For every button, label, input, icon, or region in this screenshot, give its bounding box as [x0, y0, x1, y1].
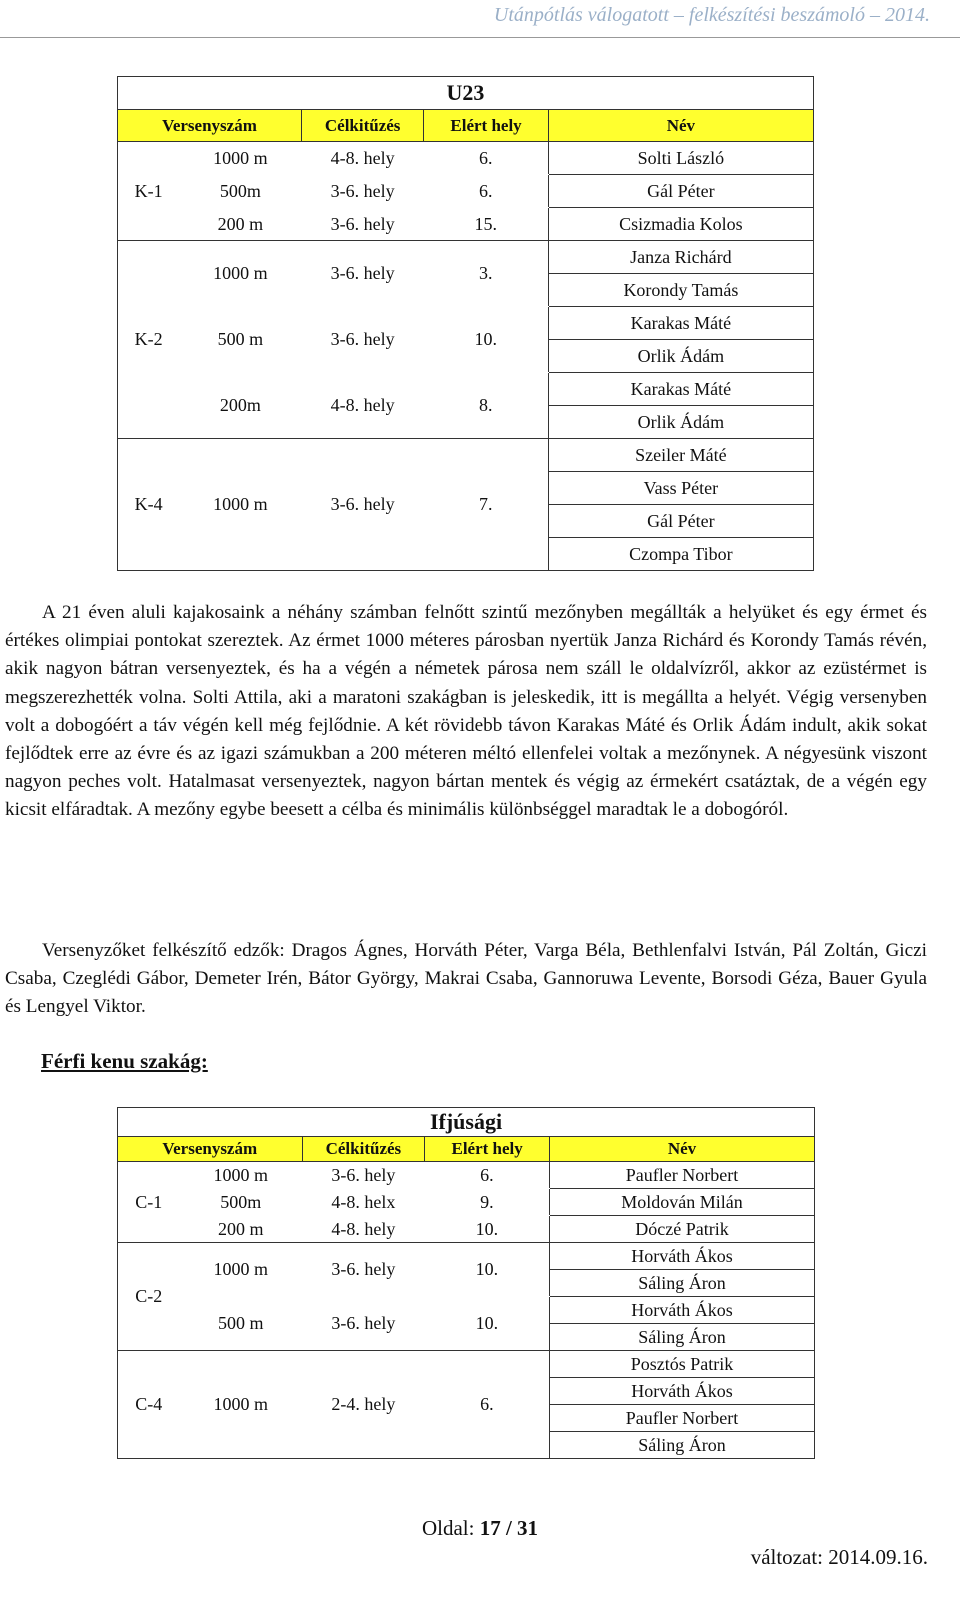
athlete-name-cell: Karakas Máté — [548, 307, 813, 340]
table-title: U23 — [118, 77, 814, 110]
distance-cell: 1000 m — [179, 142, 301, 175]
goal-cell: 3-6. hely — [302, 208, 424, 241]
result-cell: 6. — [425, 1162, 550, 1189]
goal-cell: 4-8. hely — [302, 142, 424, 175]
athlete-name-cell: Vass Péter — [548, 472, 813, 505]
result-cell: 10. — [425, 1216, 550, 1243]
u23-results-table — [117, 76, 814, 571]
distance-cell: 500m — [179, 1189, 302, 1216]
section-title: Férfi kenu szakág: — [41, 1049, 208, 1073]
athlete-name-cell: Sáling Áron — [550, 1324, 815, 1351]
athlete-name-cell: Solti László — [548, 142, 813, 175]
distance-cell: 200 m — [179, 1216, 302, 1243]
athlete-name-cell: Orlik Ádám — [548, 406, 813, 439]
column-header: Célkitűzés — [302, 110, 424, 142]
table-row — [118, 175, 814, 208]
table-row — [118, 1216, 815, 1243]
distance-cell: 200 m — [179, 208, 301, 241]
boat-class-cell: C-1 — [118, 1162, 180, 1243]
athlete-name-cell: Horváth Ákos — [550, 1297, 815, 1324]
table-row — [118, 241, 814, 274]
table-row — [118, 1162, 815, 1189]
athlete-name-cell: Posztós Patrik — [550, 1351, 815, 1378]
boat-class-cell: C-2 — [118, 1243, 180, 1351]
distance-cell: 1000 m — [179, 1162, 302, 1189]
column-header: Versenyszám — [118, 1137, 303, 1162]
goal-cell: 3-6. hely — [302, 307, 424, 373]
goal-cell: 3-6. hely — [302, 241, 424, 307]
coaches-paragraph: Versenyzőket felkészítő edzők: Dragos Ágnes, Horváth Péter, Varga Béla, Bethlenfalvi István, Pál Zoltán, Giczi Csaba, Czeglédi Gábor, Demeter Irén, Bátor György, Makrai Csaba, Gannoruwa Levente, Borsodi Géza, Bauer Gyula és Lengyel Viktor. — [5, 940, 927, 1018]
column-header: Név — [550, 1137, 815, 1162]
athlete-name-cell: Gál Péter — [548, 175, 813, 208]
athlete-name-cell: Orlik Ádám — [548, 340, 813, 373]
result-cell: 7. — [424, 439, 548, 571]
result-cell: 9. — [425, 1189, 550, 1216]
athlete-name-cell: Paufler Norbert — [550, 1405, 815, 1432]
boat-class-cell: C-4 — [118, 1351, 180, 1459]
distance-cell: 1000 m — [179, 1243, 302, 1297]
result-cell: 15. — [424, 208, 548, 241]
athlete-name-cell: Sáling Áron — [550, 1270, 815, 1297]
athlete-name-cell: Horváth Ákos — [550, 1243, 815, 1270]
table-row — [118, 307, 814, 340]
result-cell: 6. — [424, 175, 548, 208]
athlete-name-cell: Sáling Áron — [550, 1432, 815, 1459]
athlete-name-cell: Dóczé Patrik — [550, 1216, 815, 1243]
athlete-name-cell: Szeiler Máté — [548, 439, 813, 472]
athlete-name-cell: Csizmadia Kolos — [548, 208, 813, 241]
goal-cell: 2-4. hely — [302, 1351, 425, 1459]
table-title: Ifjúsági — [118, 1108, 815, 1137]
table-row — [118, 1189, 815, 1216]
page-label: Oldal: — [421, 1516, 475, 1540]
ifjusagi-results-table — [117, 1107, 815, 1459]
result-cell: 6. — [425, 1351, 550, 1459]
result-cell: 10. — [425, 1297, 550, 1351]
distance-cell: 200m — [179, 373, 301, 439]
athlete-name-cell: Karakas Máté — [548, 373, 813, 406]
result-cell: 6. — [424, 142, 548, 175]
athlete-name-cell: Horváth Ákos — [550, 1378, 815, 1405]
goal-cell: 3-6. hely — [302, 1162, 425, 1189]
distance-cell: 500m — [179, 175, 301, 208]
header-title: Utánpótlás válogatott – felkészítési beszámoló – 2014. — [493, 4, 930, 26]
goal-cell: 4-8. hely — [302, 373, 424, 439]
column-header: Célkitűzés — [302, 1137, 425, 1162]
boat-class-cell: K-4 — [118, 439, 180, 571]
goal-cell: 3-6. hely — [302, 1243, 425, 1297]
page-number: 17 / 31 — [479, 1516, 539, 1540]
column-header: Elért hely — [425, 1137, 550, 1162]
goal-cell: 3-6. hely — [302, 175, 424, 208]
boat-class-cell: K-2 — [118, 241, 180, 439]
page-header — [0, 0, 960, 38]
page-footer — [0, 1516, 960, 1541]
athlete-name-cell: Gál Péter — [548, 505, 813, 538]
u23-summary-paragraph: A 21 éven aluli kajakosaink a néhány számban felnőtt szintű mezőnyben megállták a helyüket és egy érmet és értékes olimpiai pontokat szereztek. Az érmet 1000 méteres párosban nyertük Janza Richárd és Korondy Tamás révén, akik nagyon bátran versenyeztek, és ha a végén a németek párosa nem száll le oldalvízről, akkor az ezüstérmet is megszerezhették volna. Solti Attila, aki a maratoni szakágban is jeleskedik, itt is megállta a helyét. Végig versenyben volt a dobogóért a táv végén kell még fejlődnie. A két rövidebb távon Karakas Máté és Orlik Ádám indult, akik sokat fejlődtek erre az évre és az igazi számukban a 200 méteren méltó ellenfelei voltak a mezőnynek. A négyesünk viszont nagyon peches volt. Hatalmasat versenyeztek, nagyon bártan mentek és végig az érmekért csatáztak, de a végén egy kicsit elfáradtak. A mezőny egybe beesett a célba és minimális különbséggel maradtak le a dobogóról. — [5, 602, 927, 821]
goal-cell: 3-6. hely — [302, 1297, 425, 1351]
result-cell: 10. — [424, 307, 548, 373]
distance-cell: 1000 m — [179, 241, 301, 307]
table-row — [118, 373, 814, 406]
table-row — [118, 1243, 815, 1270]
goal-cell: 3-6. hely — [302, 439, 424, 571]
distance-cell: 500 m — [179, 1297, 302, 1351]
athlete-name-cell: Paufler Norbert — [550, 1162, 815, 1189]
table-row — [118, 142, 814, 175]
table-row — [118, 1297, 815, 1324]
distance-cell: 500 m — [179, 307, 301, 373]
result-cell: 8. — [424, 373, 548, 439]
result-cell: 3. — [424, 241, 548, 307]
goal-cell: 4-8. hely — [302, 1216, 425, 1243]
result-cell: 10. — [425, 1243, 550, 1297]
header-divider — [0, 37, 960, 38]
athlete-name-cell: Janza Richárd — [548, 241, 813, 274]
table-row — [118, 208, 814, 241]
column-header: Versenyszám — [118, 110, 302, 142]
goal-cell: 4-8. helx — [302, 1189, 425, 1216]
column-header: Elért hely — [424, 110, 548, 142]
athlete-name-cell: Czompa Tibor — [548, 538, 813, 571]
athlete-name-cell: Moldován Milán — [550, 1189, 815, 1216]
table-row — [118, 1351, 815, 1378]
boat-class-cell: K-1 — [118, 142, 180, 241]
distance-cell: 1000 m — [179, 1351, 302, 1459]
table-row — [118, 439, 814, 472]
column-header: Név — [548, 110, 813, 142]
distance-cell: 1000 m — [179, 439, 301, 571]
version-label: változat: 2014.09.16. — [750, 1545, 928, 1569]
athlete-name-cell: Korondy Tamás — [548, 274, 813, 307]
